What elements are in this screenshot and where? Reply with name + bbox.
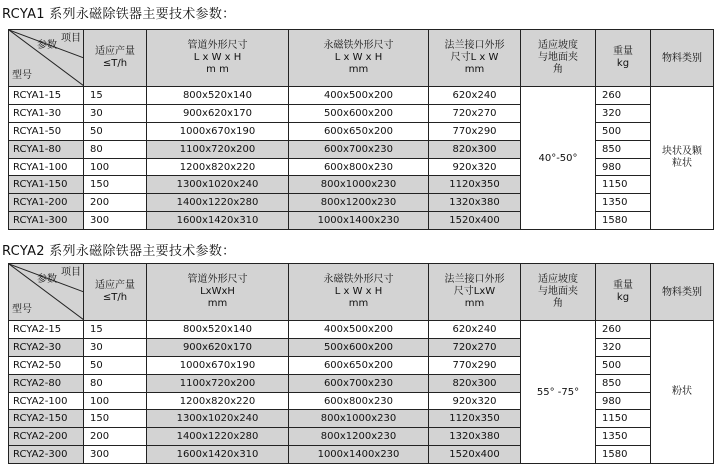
weight-header-line: 重量 xyxy=(613,280,633,291)
flange-size-header xyxy=(429,264,521,321)
angle-header-line: 角 xyxy=(553,64,563,75)
capacity-value: 200 xyxy=(90,197,110,209)
corner-item-label: 项目 xyxy=(61,33,81,44)
weight-value: 1580 xyxy=(602,449,628,461)
capacity-cell xyxy=(84,356,147,374)
model-value: RCYA1-50 xyxy=(13,125,62,137)
magnet-size-value: 600x800x230 xyxy=(323,161,394,173)
pipe-size-cell xyxy=(147,140,289,158)
model-value: RCYA1-100 xyxy=(13,161,68,173)
pipe-size-cell xyxy=(147,87,289,105)
magnet-size-cell xyxy=(289,212,429,230)
weight-cell xyxy=(596,410,651,428)
pipe-size-cell xyxy=(147,374,289,392)
pipe-size-cell xyxy=(147,356,289,374)
model-cell xyxy=(9,410,84,428)
magnet-size-cell xyxy=(289,392,429,410)
model-value: RCYA2-15 xyxy=(13,323,62,335)
capacity-cell xyxy=(84,338,147,356)
material-cell xyxy=(651,87,714,230)
flange-size-cell xyxy=(429,140,521,158)
flange-size-header-line: 尺寸LxW xyxy=(453,286,496,297)
pipe-size-cell xyxy=(147,104,289,122)
flange-size-cell xyxy=(429,374,521,392)
flange-size-cell xyxy=(429,87,521,105)
magnet-size-cell xyxy=(289,374,429,392)
weight-cell xyxy=(596,392,651,410)
pipe-size-value: 1200x820x220 xyxy=(179,161,256,173)
pipe-size-value: 800x520x140 xyxy=(182,323,253,335)
pipe-size-value: 800x520x140 xyxy=(182,89,253,101)
pipe-size-value: 1000x670x190 xyxy=(179,125,256,137)
capacity-header xyxy=(84,30,147,87)
table-row xyxy=(9,338,714,356)
flange-size-value: 620x240 xyxy=(452,323,497,335)
model-value: RCYA2-30 xyxy=(13,341,62,353)
pipe-size-cell xyxy=(147,212,289,230)
model-cell xyxy=(9,122,84,140)
capacity-value: 150 xyxy=(90,179,110,191)
pipe-size-value: 900x620x170 xyxy=(182,341,253,353)
corner-model-label: 型号 xyxy=(12,304,32,315)
model-cell xyxy=(9,392,84,410)
model-cell xyxy=(9,158,84,176)
pipe-size-value: 1400x1220x280 xyxy=(176,431,259,443)
flange-size-cell xyxy=(429,428,521,446)
flange-size-value: 620x240 xyxy=(452,89,497,101)
table-row xyxy=(9,410,714,428)
model-cell xyxy=(9,176,84,194)
capacity-cell xyxy=(84,176,147,194)
model-value: RCYA1-300 xyxy=(13,215,68,227)
table-row xyxy=(9,212,714,230)
flange-size-value: 720x270 xyxy=(452,107,497,119)
angle-header-line: 与地面夹 xyxy=(538,52,578,63)
pipe-size-header-line: m m xyxy=(206,64,229,75)
flange-size-value: 820x300 xyxy=(452,377,497,389)
angle-header-line: 与地面夹 xyxy=(538,286,578,297)
flange-size-value: 770x290 xyxy=(452,359,497,371)
angle-value: 40°-50° xyxy=(538,152,578,164)
weight-cell xyxy=(596,87,651,105)
magnet-size-value: 600x800x230 xyxy=(323,395,394,407)
pipe-size-cell xyxy=(147,321,289,339)
model-cell xyxy=(9,374,84,392)
weight-value: 1580 xyxy=(602,215,628,227)
pipe-size-value: 1400x1220x280 xyxy=(176,197,259,209)
flange-size-value: 1320x380 xyxy=(449,431,500,443)
model-value: RCYA1-150 xyxy=(13,179,68,191)
model-value: RCYA2-100 xyxy=(13,395,68,407)
magnet-size-cell xyxy=(289,338,429,356)
pipe-size-cell xyxy=(147,338,289,356)
header-row xyxy=(9,264,714,321)
model-cell xyxy=(9,104,84,122)
capacity-value: 50 xyxy=(90,125,103,137)
magnet-size-value: 800x1200x230 xyxy=(320,431,397,443)
angle-cell xyxy=(521,321,596,464)
weight-header xyxy=(596,264,651,321)
weight-cell xyxy=(596,158,651,176)
pipe-size-value: 1300x1020x240 xyxy=(176,413,259,425)
flange-size-cell xyxy=(429,122,521,140)
header-row xyxy=(9,30,714,87)
magnet-size-header-line: 永磁铁外形尺寸 xyxy=(323,274,394,285)
pipe-size-cell xyxy=(147,392,289,410)
weight-cell xyxy=(596,122,651,140)
weight-cell xyxy=(596,356,651,374)
weight-value: 850 xyxy=(602,143,622,155)
table1-title: RCYA1 系列永磁除铁器主要技术参数： xyxy=(2,7,236,22)
corner-item-label: 项目 xyxy=(61,267,81,278)
weight-header-line: kg xyxy=(616,292,630,303)
weight-value: 260 xyxy=(602,89,622,101)
material-header-label: 物料类别 xyxy=(662,286,702,298)
capacity-value: 150 xyxy=(90,413,110,425)
pipe-size-value: 1100x720x200 xyxy=(179,377,256,389)
weight-value: 980 xyxy=(602,395,622,407)
magnet-size-header-line: L x W x H xyxy=(334,52,383,63)
capacity-cell xyxy=(84,410,147,428)
magnet-size-value: 600x700x230 xyxy=(323,143,394,155)
flange-size-cell xyxy=(429,212,521,230)
magnet-size-value: 600x650x200 xyxy=(323,359,394,371)
model-value: RCYA1-30 xyxy=(13,107,62,119)
weight-cell xyxy=(596,212,651,230)
pipe-size-cell xyxy=(147,428,289,446)
magnet-size-value: 500x600x200 xyxy=(323,107,394,119)
weight-value: 320 xyxy=(602,107,622,119)
model-value: RCYA2-80 xyxy=(13,377,62,389)
pipe-size-value: 1300x1020x240 xyxy=(176,179,259,191)
weight-value: 980 xyxy=(602,161,622,173)
flange-size-value: 1320x380 xyxy=(449,197,500,209)
model-cell xyxy=(9,356,84,374)
table-row xyxy=(9,321,714,339)
table-row xyxy=(9,176,714,194)
capacity-cell xyxy=(84,87,147,105)
weight-header xyxy=(596,30,651,87)
pipe-size-header-line: 管道外形尺寸 xyxy=(187,274,248,285)
magnet-size-header-line: L x W x H xyxy=(334,286,383,297)
magnet-size-cell xyxy=(289,87,429,105)
flange-size-cell xyxy=(429,410,521,428)
capacity-cell xyxy=(84,194,147,212)
rcya2-spec-table xyxy=(8,263,714,464)
capacity-header-line: ≤T/h xyxy=(102,292,128,303)
corner-param-label: 参数 xyxy=(37,274,57,285)
flange-size-header-line: mm xyxy=(464,298,485,309)
capacity-cell xyxy=(84,428,147,446)
magnet-size-value: 800x1200x230 xyxy=(320,197,397,209)
capacity-value: 50 xyxy=(90,359,103,371)
magnet-size-header-line: mm xyxy=(348,64,369,75)
weight-header-line: 重量 xyxy=(613,46,633,57)
magnet-size-cell xyxy=(289,176,429,194)
capacity-value: 30 xyxy=(90,107,103,119)
model-cell xyxy=(9,87,84,105)
weight-value: 1350 xyxy=(602,197,628,209)
table-row xyxy=(9,87,714,105)
magnet-size-cell xyxy=(289,410,429,428)
material-cell xyxy=(651,321,714,464)
model-value: RCYA1-80 xyxy=(13,143,62,155)
flange-size-header-line: 法兰接口外形 xyxy=(444,40,505,51)
weight-header-line: kg xyxy=(616,58,630,69)
magnet-size-value: 600x700x230 xyxy=(323,377,394,389)
capacity-value: 15 xyxy=(90,89,103,101)
pipe-size-cell xyxy=(147,158,289,176)
capacity-value: 80 xyxy=(90,143,103,155)
angle-header-line: 角 xyxy=(553,298,563,309)
flange-size-value: 1120x350 xyxy=(449,413,500,425)
capacity-cell xyxy=(84,140,147,158)
capacity-value: 100 xyxy=(90,395,110,407)
weight-value: 500 xyxy=(602,359,622,371)
flange-size-header xyxy=(429,30,521,87)
model-cell xyxy=(9,194,84,212)
capacity-cell xyxy=(84,158,147,176)
flange-size-cell xyxy=(429,338,521,356)
pipe-size-value: 1600x1420x310 xyxy=(176,449,259,461)
capacity-cell xyxy=(84,104,147,122)
pipe-size-header xyxy=(147,30,289,87)
weight-value: 1150 xyxy=(602,179,628,191)
corner-param-label: 参数 xyxy=(37,40,57,51)
flange-size-cell xyxy=(429,104,521,122)
magnet-size-cell xyxy=(289,194,429,212)
magnet-size-cell xyxy=(289,122,429,140)
capacity-value: 30 xyxy=(90,341,103,353)
capacity-cell xyxy=(84,212,147,230)
table-row xyxy=(9,356,714,374)
model-value: RCYA1-15 xyxy=(13,89,62,101)
flange-size-cell xyxy=(429,392,521,410)
magnet-size-cell xyxy=(289,140,429,158)
flange-size-value: 770x290 xyxy=(452,125,497,137)
weight-value: 260 xyxy=(602,323,622,335)
magnet-size-value: 1000x1400x230 xyxy=(317,449,400,461)
flange-size-value: 1520x400 xyxy=(449,215,500,227)
magnet-size-cell xyxy=(289,428,429,446)
pipe-size-header xyxy=(147,264,289,321)
magnet-size-value: 400x500x200 xyxy=(323,323,394,335)
magnet-size-value: 600x650x200 xyxy=(323,125,394,137)
flange-size-cell xyxy=(429,158,521,176)
table-row xyxy=(9,158,714,176)
weight-cell xyxy=(596,104,651,122)
flange-size-header-line: 法兰接口外形 xyxy=(444,274,505,285)
weight-cell xyxy=(596,428,651,446)
angle-header xyxy=(521,30,596,87)
table-row xyxy=(9,428,714,446)
capacity-value: 15 xyxy=(90,323,103,335)
flange-size-value: 920x320 xyxy=(452,395,497,407)
table-row xyxy=(9,122,714,140)
magnet-size-value: 400x500x200 xyxy=(323,89,394,101)
model-cell xyxy=(9,428,84,446)
magnet-size-header-line: mm xyxy=(348,298,369,309)
pipe-size-header-line: mm xyxy=(207,298,228,309)
pipe-size-value: 900x620x170 xyxy=(182,107,253,119)
pipe-size-value: 1600x1420x310 xyxy=(176,215,259,227)
material-value-line: 粉状 xyxy=(672,386,692,398)
flange-size-header-line: mm xyxy=(464,64,485,75)
material-header xyxy=(651,264,714,321)
pipe-size-cell xyxy=(147,194,289,212)
pipe-size-cell xyxy=(147,176,289,194)
weight-value: 1350 xyxy=(602,431,628,443)
flange-size-cell xyxy=(429,321,521,339)
angle-header xyxy=(521,264,596,321)
capacity-cell xyxy=(84,122,147,140)
weight-value: 500 xyxy=(602,125,622,137)
table-row xyxy=(9,140,714,158)
magnet-size-header xyxy=(289,30,429,87)
model-value: RCYA2-150 xyxy=(13,413,68,425)
pipe-size-header-line: LxWxH xyxy=(200,286,235,297)
flange-size-value: 820x300 xyxy=(452,143,497,155)
model-value: RCYA2-300 xyxy=(13,449,68,461)
rcya1-spec-table xyxy=(8,29,714,230)
capacity-header xyxy=(84,264,147,321)
flange-size-value: 920x320 xyxy=(452,161,497,173)
weight-cell xyxy=(596,374,651,392)
magnet-size-cell xyxy=(289,158,429,176)
magnet-size-value: 500x600x200 xyxy=(323,341,394,353)
material-value-line: 块状及颗 xyxy=(662,146,702,158)
capacity-value: 80 xyxy=(90,377,103,389)
angle-header-line: 适应坡度 xyxy=(538,40,578,51)
pipe-size-value: 1000x670x190 xyxy=(179,359,256,371)
material-value-line: 粒状 xyxy=(672,158,692,170)
weight-cell xyxy=(596,321,651,339)
weight-value: 850 xyxy=(602,377,622,389)
table-row xyxy=(9,104,714,122)
angle-cell xyxy=(521,87,596,230)
capacity-header-line: 适应产量 xyxy=(95,46,135,57)
corner-header xyxy=(9,30,84,87)
capacity-value: 200 xyxy=(90,431,110,443)
table-row xyxy=(9,374,714,392)
weight-value: 320 xyxy=(602,341,622,353)
angle-header-line: 适应坡度 xyxy=(538,274,578,285)
material-header-label: 物料类别 xyxy=(662,52,702,64)
angle-value: 55° -75° xyxy=(536,386,580,398)
flange-size-header-line: 尺寸L x W xyxy=(450,52,499,63)
flange-size-cell xyxy=(429,356,521,374)
pipe-size-cell xyxy=(147,122,289,140)
weight-cell xyxy=(596,194,651,212)
capacity-value: 300 xyxy=(90,449,110,461)
model-cell xyxy=(9,321,84,339)
model-value: RCYA1-200 xyxy=(13,197,68,209)
capacity-header-line: 适应产量 xyxy=(95,280,135,291)
magnet-size-value: 800x1000x230 xyxy=(320,413,397,425)
magnet-size-cell xyxy=(289,321,429,339)
corner-model-label: 型号 xyxy=(12,70,32,81)
flange-size-cell xyxy=(429,194,521,212)
magnet-size-value: 800x1000x230 xyxy=(320,179,397,191)
magnet-size-cell xyxy=(289,356,429,374)
table-row xyxy=(9,194,714,212)
pipe-size-header-line: L x W x H xyxy=(193,52,242,63)
capacity-value: 300 xyxy=(90,215,110,227)
pipe-size-cell xyxy=(147,410,289,428)
model-value: RCYA2-50 xyxy=(13,359,62,371)
table2-title: RCYA2 系列永磁除铁器主要技术参数： xyxy=(2,244,236,259)
flange-size-value: 720x270 xyxy=(452,341,497,353)
weight-value: 1150 xyxy=(602,413,628,425)
corner-header xyxy=(9,264,84,321)
magnet-size-header xyxy=(289,264,429,321)
table-row xyxy=(9,392,714,410)
model-cell xyxy=(9,212,84,230)
weight-cell xyxy=(596,140,651,158)
capacity-value: 100 xyxy=(90,161,110,173)
model-cell xyxy=(9,140,84,158)
material-header xyxy=(651,30,714,87)
magnet-size-cell xyxy=(289,104,429,122)
capacity-cell xyxy=(84,374,147,392)
magnet-size-header-line: 永磁铁外形尺寸 xyxy=(323,40,394,51)
model-cell xyxy=(9,338,84,356)
pipe-size-value: 1200x820x220 xyxy=(179,395,256,407)
magnet-size-value: 1000x1400x230 xyxy=(317,215,400,227)
capacity-header-line: ≤T/h xyxy=(102,58,128,69)
capacity-cell xyxy=(84,392,147,410)
weight-cell xyxy=(596,176,651,194)
model-value: RCYA2-200 xyxy=(13,431,68,443)
flange-size-value: 1120x350 xyxy=(449,179,500,191)
weight-cell xyxy=(596,338,651,356)
flange-size-cell xyxy=(429,176,521,194)
flange-size-value: 1520x400 xyxy=(449,449,500,461)
pipe-size-value: 1100x720x200 xyxy=(179,143,256,155)
capacity-cell xyxy=(84,321,147,339)
pipe-size-header-line: 管道外形尺寸 xyxy=(187,40,248,51)
